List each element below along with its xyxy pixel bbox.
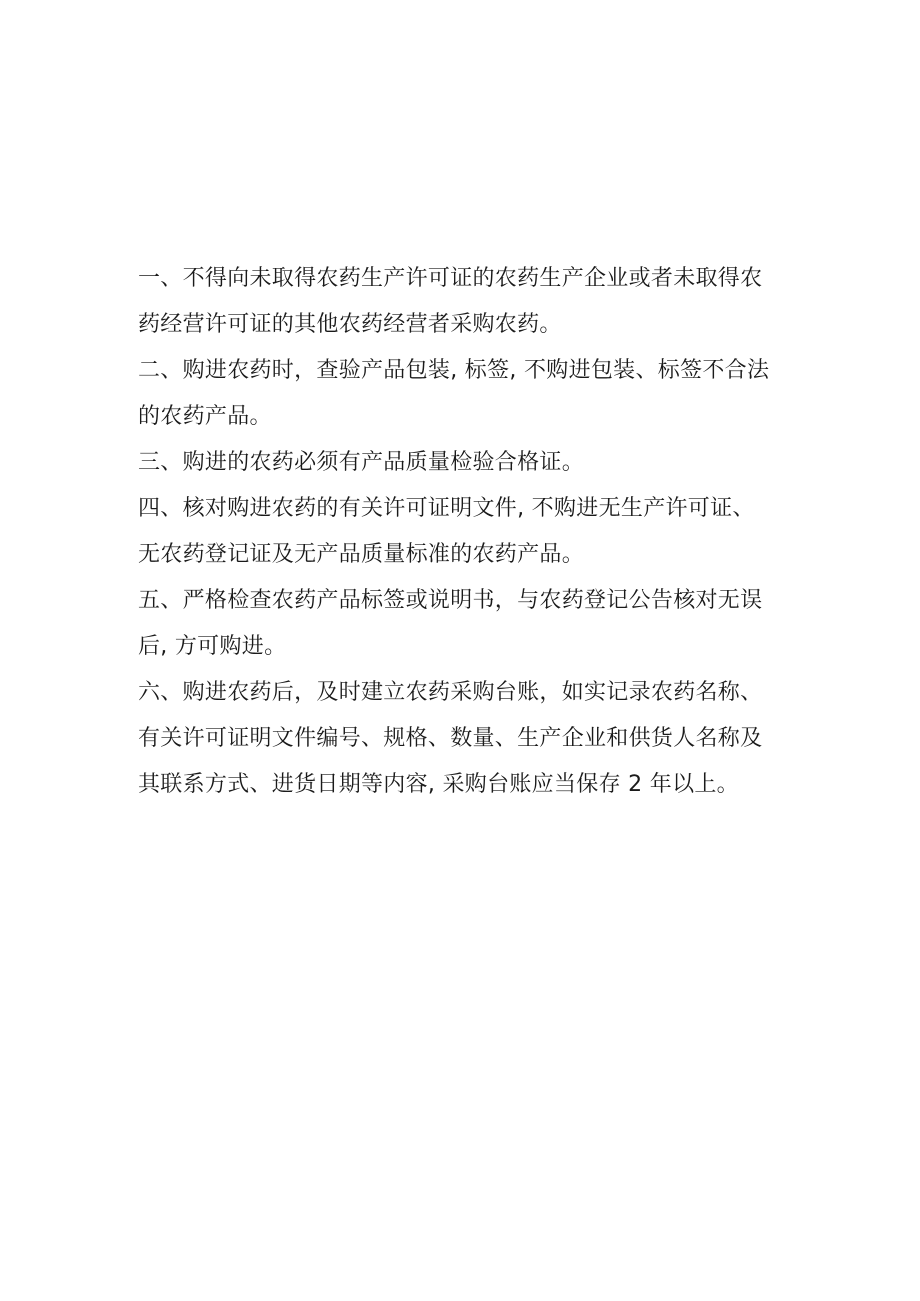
clause-4-line-2: 无农药登记证及无产品质量标准的农药产品。 bbox=[138, 542, 585, 567]
clause-3-line-1: 三、购进的农药必须有产品质量检验合格证。 bbox=[138, 450, 585, 475]
clause-2-line-1: 二、购进农药时，查验产品包装, 标签, 不购进包装、标签不合法 bbox=[138, 358, 770, 383]
clause-4-line-1: 四、核对购进农药的有关许可证明文件, 不购进无生产许可证、 bbox=[138, 496, 755, 521]
clause-6-line-3: 其联系方式、进货日期等内容, 采购台账应当保存 2 年以上。 bbox=[138, 772, 739, 797]
clause-6 bbox=[138, 670, 798, 808]
clause-5-line-1: 五、严格检查农药产品标签或说明书，与农药登记公告核对无误 bbox=[138, 588, 763, 613]
clause-1-line-1: 一、不得向未取得农药生产许可证的农药生产企业或者未取得农 bbox=[138, 266, 763, 291]
clause-3 bbox=[138, 440, 798, 486]
clause-6-line-2: 有关许可证明文件编号、规格、数量、生产企业和供货人名称及 bbox=[138, 726, 763, 751]
clause-2 bbox=[138, 348, 798, 440]
document-body bbox=[138, 256, 798, 808]
clause-4 bbox=[138, 486, 798, 578]
clause-5-line-2: 后, 方可购进。 bbox=[138, 634, 287, 659]
clause-6-line-1: 六、购进农药后，及时建立农药采购台账，如实记录农药名称、 bbox=[138, 680, 763, 705]
clause-1 bbox=[138, 256, 798, 348]
clause-5 bbox=[138, 578, 798, 670]
clause-2-line-2: 的农药产品。 bbox=[138, 404, 272, 429]
clause-1-line-2: 药经营许可证的其他农药经营者采购农药。 bbox=[138, 312, 562, 337]
